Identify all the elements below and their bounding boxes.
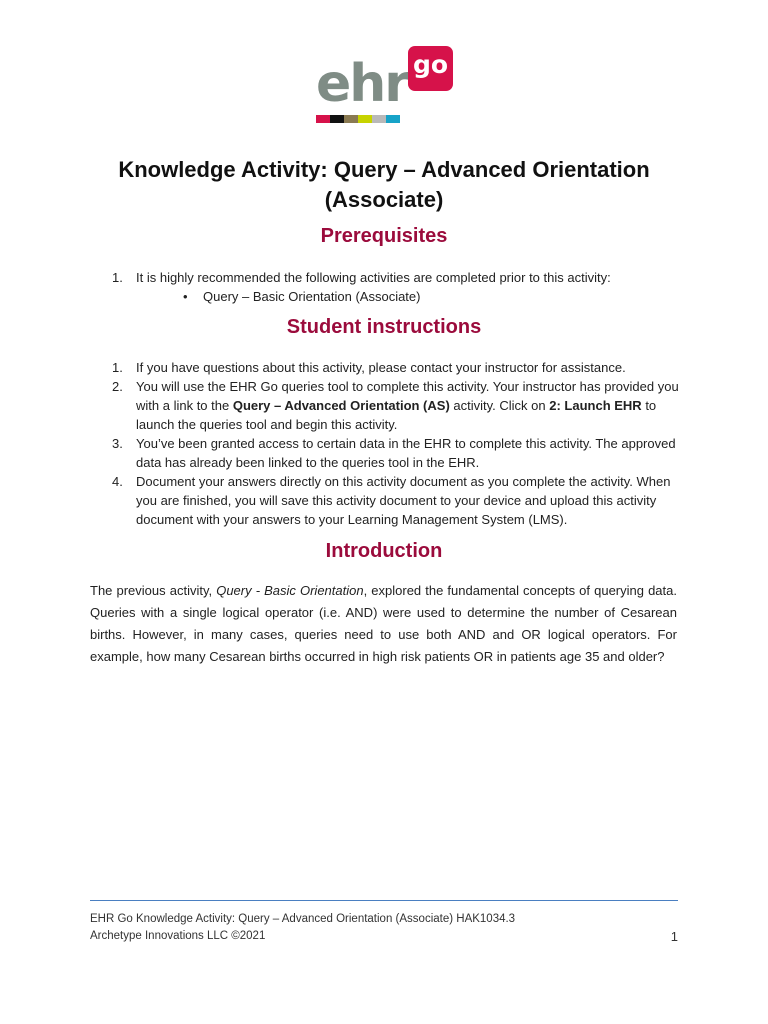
logo-stripe xyxy=(330,115,344,123)
previous-activity-title: Query - Basic Orientation xyxy=(216,583,364,598)
item-number: 1. xyxy=(112,270,123,285)
footer-document-id: EHR Go Knowledge Activity: Query – Advanced Orientation (Associate) HAK1034.3 xyxy=(90,913,516,925)
item-number: 3. xyxy=(112,436,123,451)
logo-stripe xyxy=(358,115,372,123)
item-text: You will use the EHR Go queries tool to complete this activity. Your instructor has provided you with a link to the Query – Advanced Orientation (AS) activity. Click on 2: Launch EHR to launch the queries tool and begin this activity. xyxy=(136,379,679,432)
logo-stripe xyxy=(372,115,386,123)
logo-stripe xyxy=(344,115,358,123)
introduction-heading: Introduction xyxy=(325,540,443,562)
item-text: It is highly recommended the following activities are completed prior to this activity: xyxy=(136,270,611,285)
ehr-go-logo xyxy=(316,44,456,126)
footer-divider xyxy=(90,900,678,901)
activity-name: Query – Advanced Orientation (AS) xyxy=(232,398,450,413)
logo-badge: go xyxy=(408,46,453,91)
item-text: You’ve been granted access to certain data in the EHR to complete this activity. The approved data has already been linked to the queries tool in the EHR. xyxy=(136,436,676,470)
launch-ehr-label: 2: Launch EHR xyxy=(549,398,642,413)
item-number: 2. xyxy=(112,379,123,394)
introduction-paragraph: The previous activity, Query - Basic Orientation, explored the fundamental concepts of querying data. Queries with a single logical operator (i.e. AND) were used to determine the number of Cesarean births. However, in many cases, queries need to use both AND and OR logical operators. For example, how many Cesarean births occurred in high risk patients OR in patients age 35 and older? xyxy=(90,583,677,664)
item-number: 4. xyxy=(112,474,123,489)
prerequisites-heading: Prerequisites xyxy=(320,225,448,247)
item-text: Document your answers directly on this activity document as you complete the activity. When you are finished, you will save this activity document to your device and upload this activity document with your answers to your Learning Management System (LMS). xyxy=(136,474,671,527)
student-instructions-heading: Student instructions xyxy=(286,316,482,338)
page-number: 1 xyxy=(670,929,678,944)
logo-text: ehr xyxy=(316,54,408,114)
bullet-text: Query – Basic Orientation (Associate) xyxy=(203,289,421,304)
item-text: If you have questions about this activity, please contact your instructor for assistance. xyxy=(136,360,626,375)
bullet-icon: • xyxy=(183,289,188,304)
logo-stripe xyxy=(316,115,330,123)
logo-color-bar xyxy=(316,115,400,123)
document-title: Knowledge Activity: Query – Advanced Orientation (Associate) xyxy=(118,157,650,212)
footer-copyright: Archetype Innovations LLC ©2021 xyxy=(90,930,266,942)
logo-stripe xyxy=(386,115,400,123)
item-number: 1. xyxy=(112,360,123,375)
